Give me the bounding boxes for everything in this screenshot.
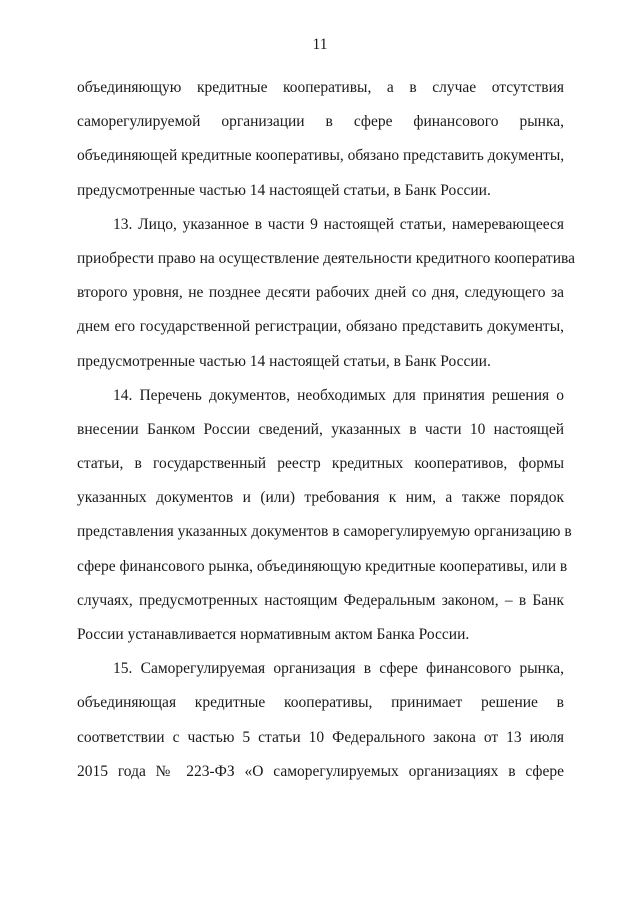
text-line: объединяющей кредитные кооперативы, обязано представить документы, <box>77 147 565 165</box>
text-line: соответствии с частью 5 статьи 10 Федерального закона от 13 июля <box>77 728 564 746</box>
text-line: России устанавливается нормативным актом Банка России. <box>77 626 470 643</box>
text-line: внесении Банком России сведений, указанных в части 10 настоящей <box>77 420 564 438</box>
paragraph-15-start: 15. Саморегулируемая организация в сфере финансового рынка, <box>113 660 564 678</box>
text-line: предусмотренные частью 14 настоящей статьи, в Банк России. <box>77 352 491 370</box>
text-line: статьи, в государственный реестр кредитных кооперативов, формы <box>77 455 564 473</box>
text-line: саморегулируемой организации в сфере финансового рынка, <box>77 113 564 131</box>
text-line: объединяющую кредитные кооперативы, а в случае отсутствия <box>77 79 564 96</box>
text-line: случаях, предусмотренных настоящим Федеральным законом, – в Банк <box>77 591 564 609</box>
text-line: предусмотренные частью 14 настоящей статьи, в Банк России. <box>77 181 491 199</box>
body-text <box>77 71 575 789</box>
text-line: приобрести право на осуществление деятельности кредитного кооператива <box>77 249 575 267</box>
text-line: 2015 года № 223-ФЗ «О саморегулируемых организациях в сфере <box>77 762 564 780</box>
paragraph-14-start: 14. Перечень документов, необходимых для принятия решения о <box>113 386 564 404</box>
text-line: сфере финансового рынка, объединяющую кредитные кооперативы, или в <box>77 557 568 575</box>
text-line: представления указанных документов в саморегулируемую организацию в <box>77 523 572 541</box>
text-line: днем его государственной регистрации, обязано представить документы, <box>77 318 564 336</box>
text-line: объединяющая кредитные кооперативы, принимает решение в <box>77 694 564 712</box>
paragraph-13-start: 13. Лицо, указанное в части 9 настоящей статьи, намеревающееся <box>113 215 564 233</box>
text-line: второго уровня, не позднее десяти рабочих дней со дня, следующего за <box>77 284 564 302</box>
page-number: 11 <box>312 36 328 53</box>
text-line: указанных документов и (или) требования к ним, а также порядок <box>77 489 564 507</box>
